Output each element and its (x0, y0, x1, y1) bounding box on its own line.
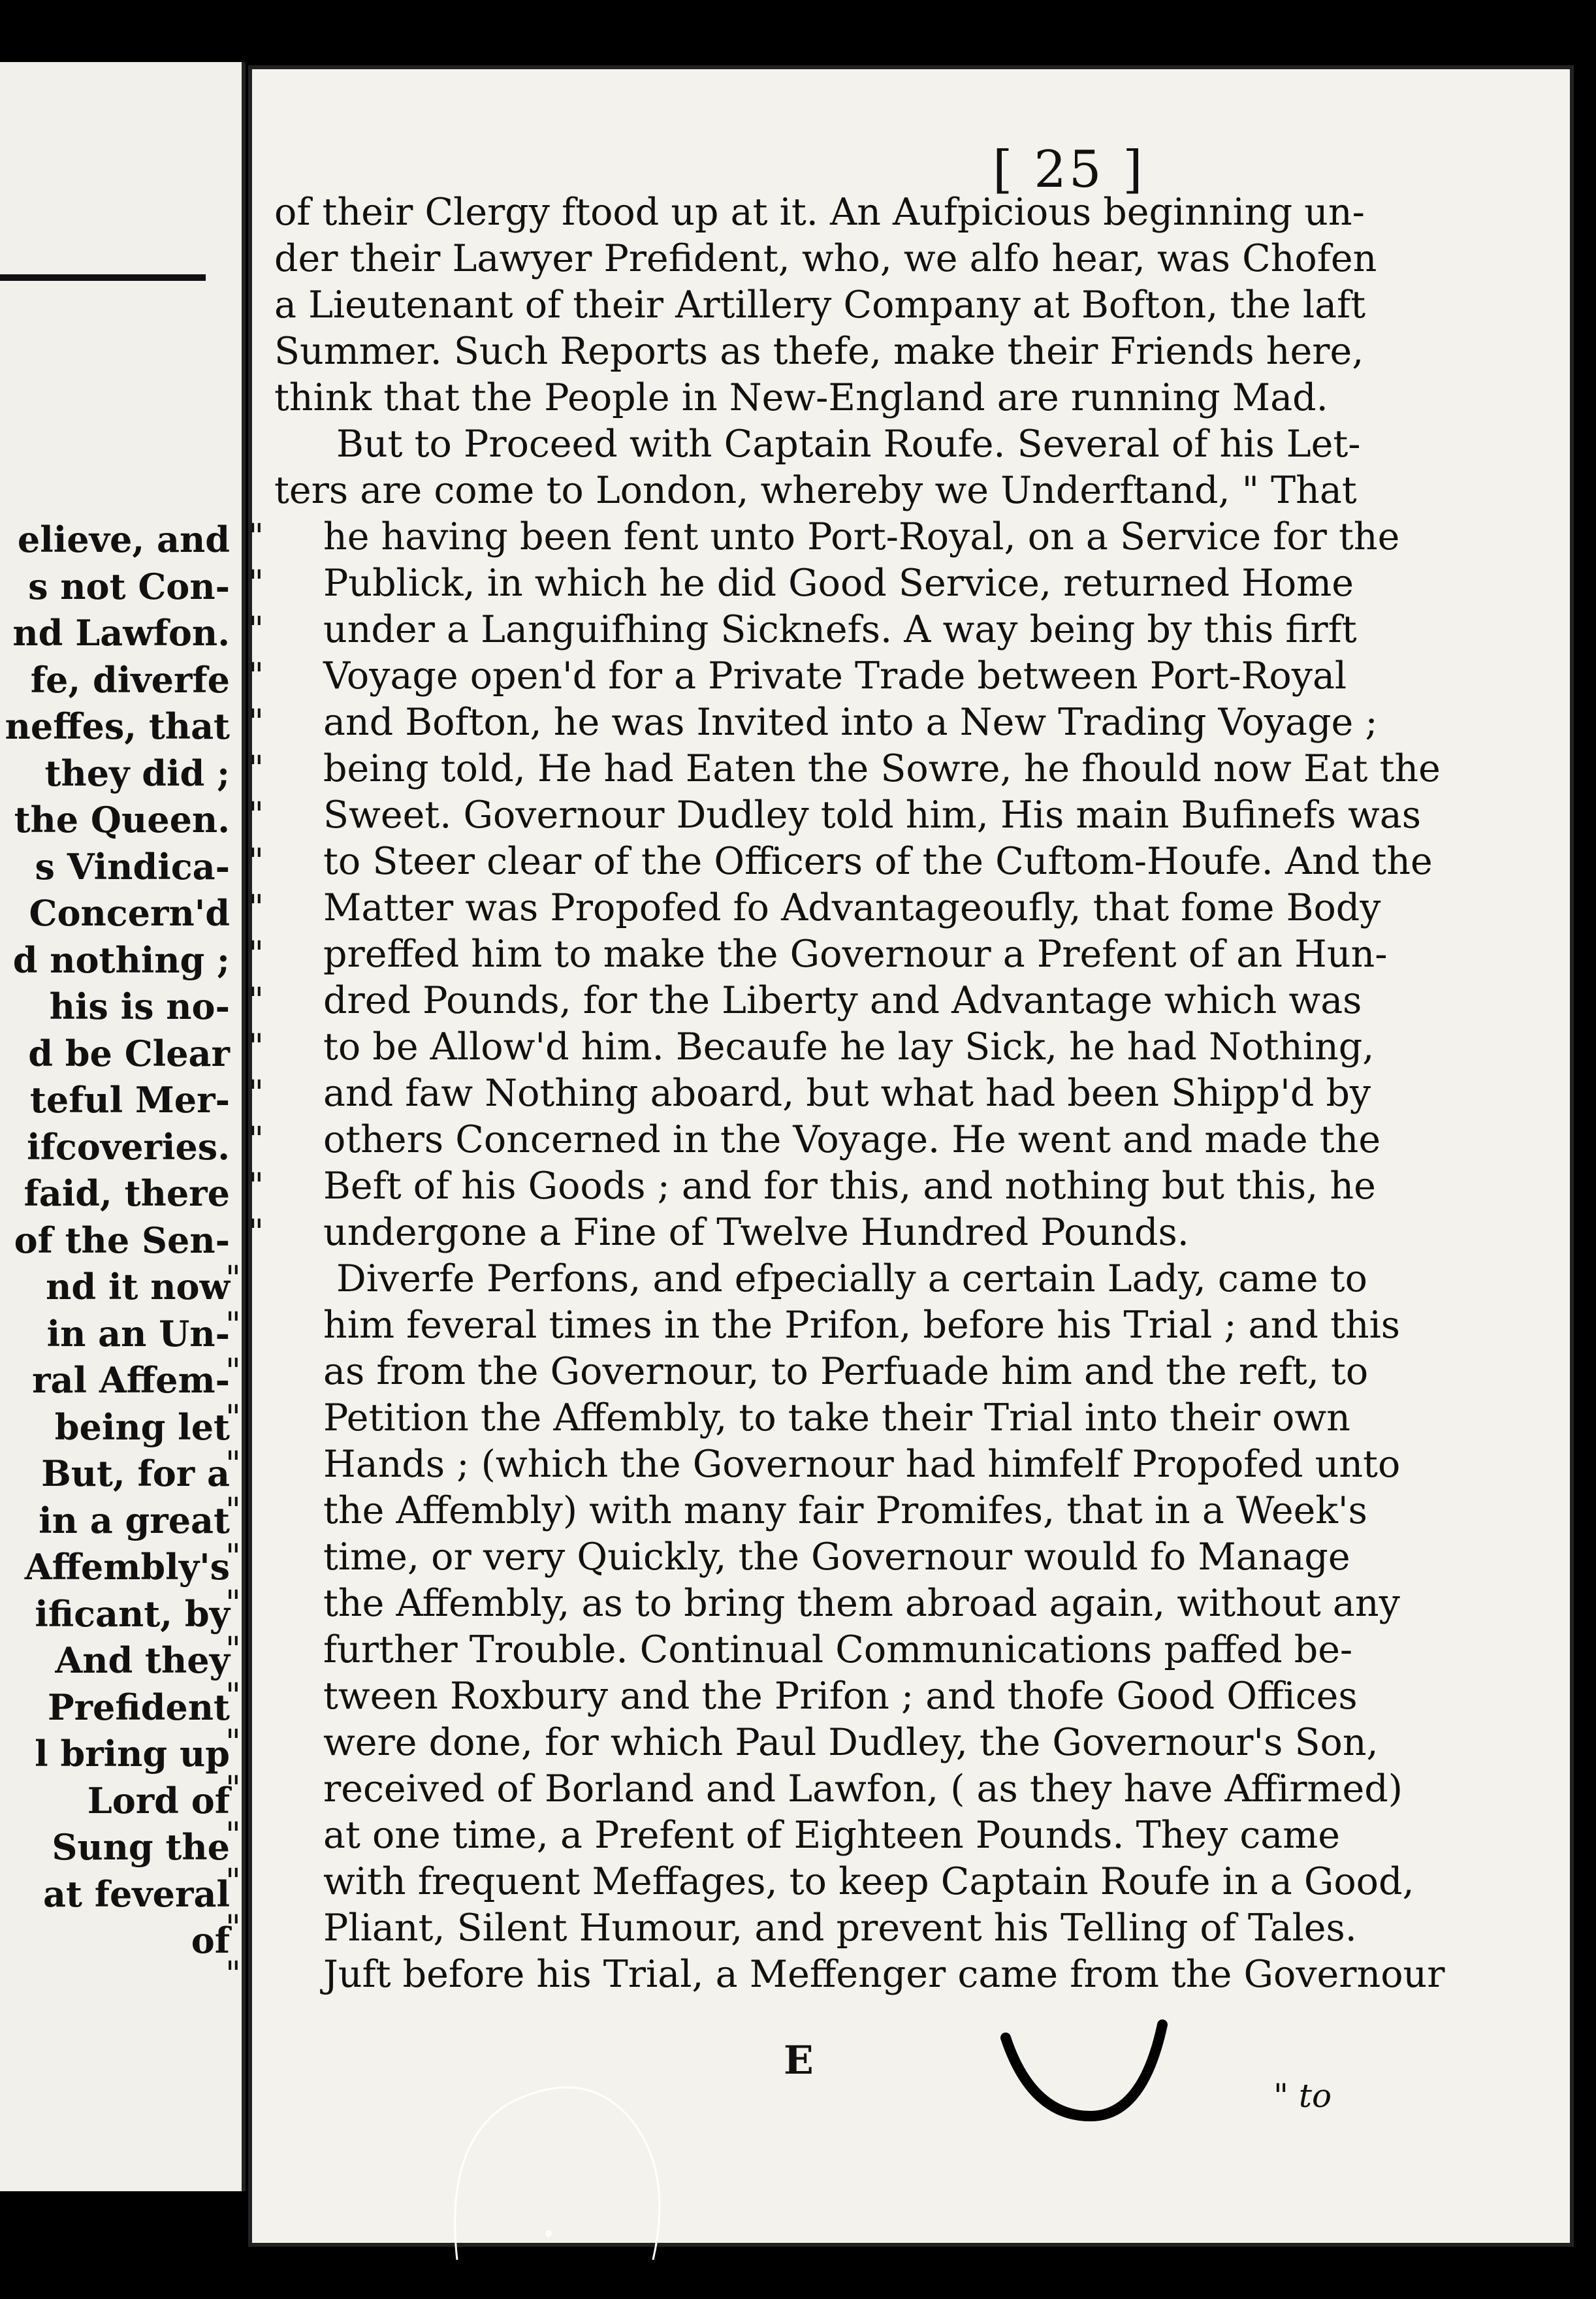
quote-mark: " (248, 703, 264, 742)
left-text-fragment: nd Lawfon. (12, 612, 230, 654)
line-text: he having been fent unto Port-Royal, on a Service for the (323, 515, 1400, 558)
body-text (225, 189, 1445, 1998)
quote-mark: " (225, 1862, 241, 1901)
line-text: Hands ; (which the Governour had himfelf Propofed unto (323, 1443, 1401, 1486)
ink-stroke-mark (993, 2018, 1189, 2129)
left-page-fragment (0, 62, 246, 2191)
left-text-fragment: they did ; (44, 752, 230, 794)
text-line (248, 792, 1421, 839)
line-text: to be Allow'd him. Becaufe he lay Sick, he had Nothing, (323, 1025, 1375, 1069)
quote-mark: " (225, 1769, 241, 1809)
quote-mark: " (225, 1445, 241, 1484)
text-line (225, 1766, 1403, 1812)
left-text-fragment: Sung the (52, 1826, 230, 1868)
quote-mark: " (225, 1908, 241, 1948)
section-rule (0, 274, 206, 281)
quote-mark: " (248, 749, 264, 788)
quote-mark: " (225, 1491, 241, 1530)
text-line (274, 375, 1384, 421)
line-text: undergone a Fine of Twelve Hundred Pounds. (323, 1211, 1189, 1254)
left-text-fragment: teful Mer- (29, 1079, 230, 1121)
line-text: were done, for which Paul Dudley, the Governour's Son, (323, 1721, 1379, 1764)
left-text-fragment: Lord of (87, 1779, 230, 1822)
line-text: to Steer clear of the Officers of the Cuftom-Houfe. And the (323, 840, 1433, 883)
left-text-fragment: s Vindica- (35, 845, 230, 888)
quote-mark: " (248, 1213, 264, 1252)
left-text-fragment: Affembly's (24, 1546, 230, 1588)
left-text-fragment: being let (54, 1406, 230, 1448)
quote-mark: " (248, 1074, 264, 1113)
text-line (248, 560, 1384, 607)
left-text-fragment: And they (55, 1639, 230, 1681)
line-text: the Affembly, as to bring them abroad again, without any (323, 1582, 1400, 1625)
quote-mark: " (225, 1259, 241, 1298)
left-text-fragment: But, for a (41, 1453, 230, 1494)
line-text: preffed him to make the Governour a Prefent of an Hun- (323, 933, 1388, 976)
text-line (225, 1720, 1384, 1766)
line-text: der their Lawyer Prefident, who, we alfo hear, was Chofen (274, 237, 1377, 280)
left-text-fragment: in an Un- (46, 1312, 230, 1355)
text-line (225, 1256, 1384, 1302)
quote-mark: " (248, 517, 264, 556)
line-text: received of Borland and Lawfon, ( as they have Affirmed) (323, 1767, 1403, 1810)
line-text: Voyage open'd for a Private Trade between Port-Royal (323, 654, 1347, 698)
line-text: of their Clergy ftood up at it. An Aufpicious beginning un- (274, 191, 1365, 234)
text-line (274, 329, 1384, 375)
left-text-fragment: of the Sen- (14, 1219, 230, 1261)
quote-mark: " (225, 1398, 241, 1438)
text-line (225, 1441, 1401, 1488)
quote-mark: " (225, 1630, 241, 1669)
line-text: dred Pounds, for the Liberty and Advantage which was (323, 979, 1362, 1022)
quote-mark: " (248, 796, 264, 835)
line-text: and Bofton, he was Invited into a New Trading Voyage ; (323, 701, 1378, 744)
page-number: [ 25 ] (993, 140, 1145, 199)
text-line (225, 1859, 1414, 1905)
line-text: Diverfe Perfons, and efpecially a certain Lady, came to (336, 1257, 1367, 1300)
line-text: under a Languifhing Sicknefs. A way being by this firft (323, 608, 1357, 651)
line-text: Summer. Such Reports as thefe, make their Friends here, (274, 330, 1364, 373)
text-line (225, 1488, 1384, 1534)
line-text: Publick, in which he did Good Service, returned Home (323, 562, 1354, 605)
text-line (248, 607, 1384, 653)
left-text-fragment: Concern'd (29, 892, 230, 934)
line-text: Matter was Propofed fo Advantageoufly, that fome Body (323, 886, 1381, 929)
line-text: him feveral times in the Prifon, before his Trial ; and this (323, 1304, 1401, 1347)
line-text: and faw Nothing aboard, but what had been Shipp'd by (323, 1072, 1371, 1115)
line-text: further Trouble. Continual Communications paffed be- (323, 1628, 1353, 1671)
text-line (225, 1673, 1384, 1720)
text-line (248, 978, 1384, 1024)
line-text: ters are come to London, whereby we Underftand, " That (274, 469, 1357, 512)
quote-mark: " (248, 610, 264, 649)
quote-mark: " (248, 935, 264, 974)
text-line (248, 653, 1384, 699)
quote-mark: " (248, 1120, 264, 1159)
line-text: Sweet. Governour Dudley told him, His main Bufinefs was (323, 794, 1421, 837)
line-text: think that the People in New-England are running Mad. (274, 376, 1328, 419)
line-text: as from the Governour, to Perfuade him and the reft, to (323, 1350, 1369, 1393)
quote-mark: " (225, 1352, 241, 1391)
text-line (274, 468, 1384, 514)
quote-mark: " (225, 1723, 241, 1762)
quote-mark: " (248, 842, 264, 881)
left-text-fragment: d be Clear (28, 1032, 230, 1074)
text-line (225, 1534, 1384, 1581)
left-text-fragment: faid, there (24, 1172, 230, 1214)
text-line (248, 1117, 1384, 1163)
quote-mark: " (248, 656, 264, 696)
line-text: others Concerned in the Voyage. He went and made the (323, 1118, 1381, 1161)
text-line (248, 699, 1384, 746)
left-text-fragment: of (191, 1920, 230, 1961)
line-text: being told, He had Eaten the Sowre, he fhould now Eat the (323, 747, 1441, 790)
line-text: Beft of his Goods ; and for this, and nothing but this, he (323, 1165, 1376, 1208)
quote-mark: " (248, 981, 264, 1020)
quote-mark: " (225, 1306, 241, 1345)
line-text: with frequent Meffages, to keep Captain Roufe in a Good, (323, 1860, 1414, 1903)
quote-mark: " (225, 1677, 241, 1716)
line-text: Pliant, Silent Humour, and prevent his Telling of Tales. (323, 1906, 1357, 1950)
left-text-fragment: d nothing ; (12, 939, 230, 981)
text-line (225, 1812, 1384, 1859)
text-line (248, 1210, 1384, 1256)
quote-mark: " (225, 1537, 241, 1577)
line-text: tween Roxbury and the Prifon ; and thofe Good Offices (323, 1675, 1358, 1718)
line-text: Juft before his Trial, a Meffenger came from the Governour (323, 1953, 1445, 1996)
text-line (248, 514, 1400, 560)
text-line (225, 1952, 1445, 1998)
text-line (248, 931, 1388, 978)
left-text-fragment: nd it now (46, 1266, 230, 1308)
catchword: " to (1273, 2077, 1332, 2115)
text-line (225, 1395, 1384, 1441)
left-text-fragment: fe, diverfe (30, 658, 230, 701)
line-text: at one time, a Prefent of Eighteen Pounds. They came (323, 1814, 1341, 1857)
text-line (225, 1905, 1384, 1952)
text-line (248, 1070, 1384, 1117)
line-text: a Lieutenant of their Artillery Company at Bofton, the laft (274, 283, 1366, 327)
text-line (274, 421, 1384, 468)
left-text-fragment: ifcoveries. (27, 1125, 230, 1168)
faint-circle-mark (418, 2064, 692, 2273)
text-line (248, 839, 1433, 885)
left-text-fragment: in a great (39, 1499, 230, 1541)
left-text-fragment: neffes, that (5, 705, 230, 747)
quote-mark: " (248, 888, 264, 927)
text-line (225, 1302, 1401, 1349)
text-line (225, 1349, 1384, 1395)
text-line (274, 189, 1384, 236)
quote-mark: " (248, 1166, 264, 1206)
text-line (248, 1024, 1384, 1070)
signature-mark: E (784, 2038, 814, 2083)
left-text-fragment: at feveral (42, 1873, 230, 1915)
left-text-fragment: Prefident (48, 1686, 230, 1728)
quote-mark: " (248, 1027, 264, 1067)
line-text: But to Proceed with Captain Roufe. Several of his Let- (336, 423, 1361, 466)
text-line (248, 885, 1384, 931)
left-text-fragment: l bring up (35, 1733, 230, 1775)
left-text-fragment: elieve, and (17, 519, 230, 560)
quote-mark: " (248, 564, 264, 603)
text-line (225, 1581, 1400, 1627)
text-line (225, 1627, 1384, 1673)
quote-mark: " (225, 1955, 241, 1994)
line-text: time, or very Quickly, the Governour would fo Manage (323, 1535, 1350, 1579)
text-line (274, 236, 1384, 282)
left-text-fragment: ificant, by (35, 1592, 230, 1635)
left-text-fragment: his is no- (49, 986, 230, 1027)
line-text: the Affembly) with many fair Promifes, that in a Week's (323, 1489, 1367, 1532)
quote-mark: " (225, 1584, 241, 1623)
left-text-fragment: the Queen. (14, 799, 230, 841)
quote-mark: " (225, 1816, 241, 1855)
left-text-fragment: s not Con- (28, 565, 230, 607)
line-text: Petition the Affembly, to take their Trial into their own (323, 1396, 1350, 1439)
text-line (248, 746, 1441, 792)
text-line (248, 1163, 1384, 1210)
text-line (274, 282, 1384, 329)
left-text-fragment: ral Affem- (32, 1359, 230, 1401)
